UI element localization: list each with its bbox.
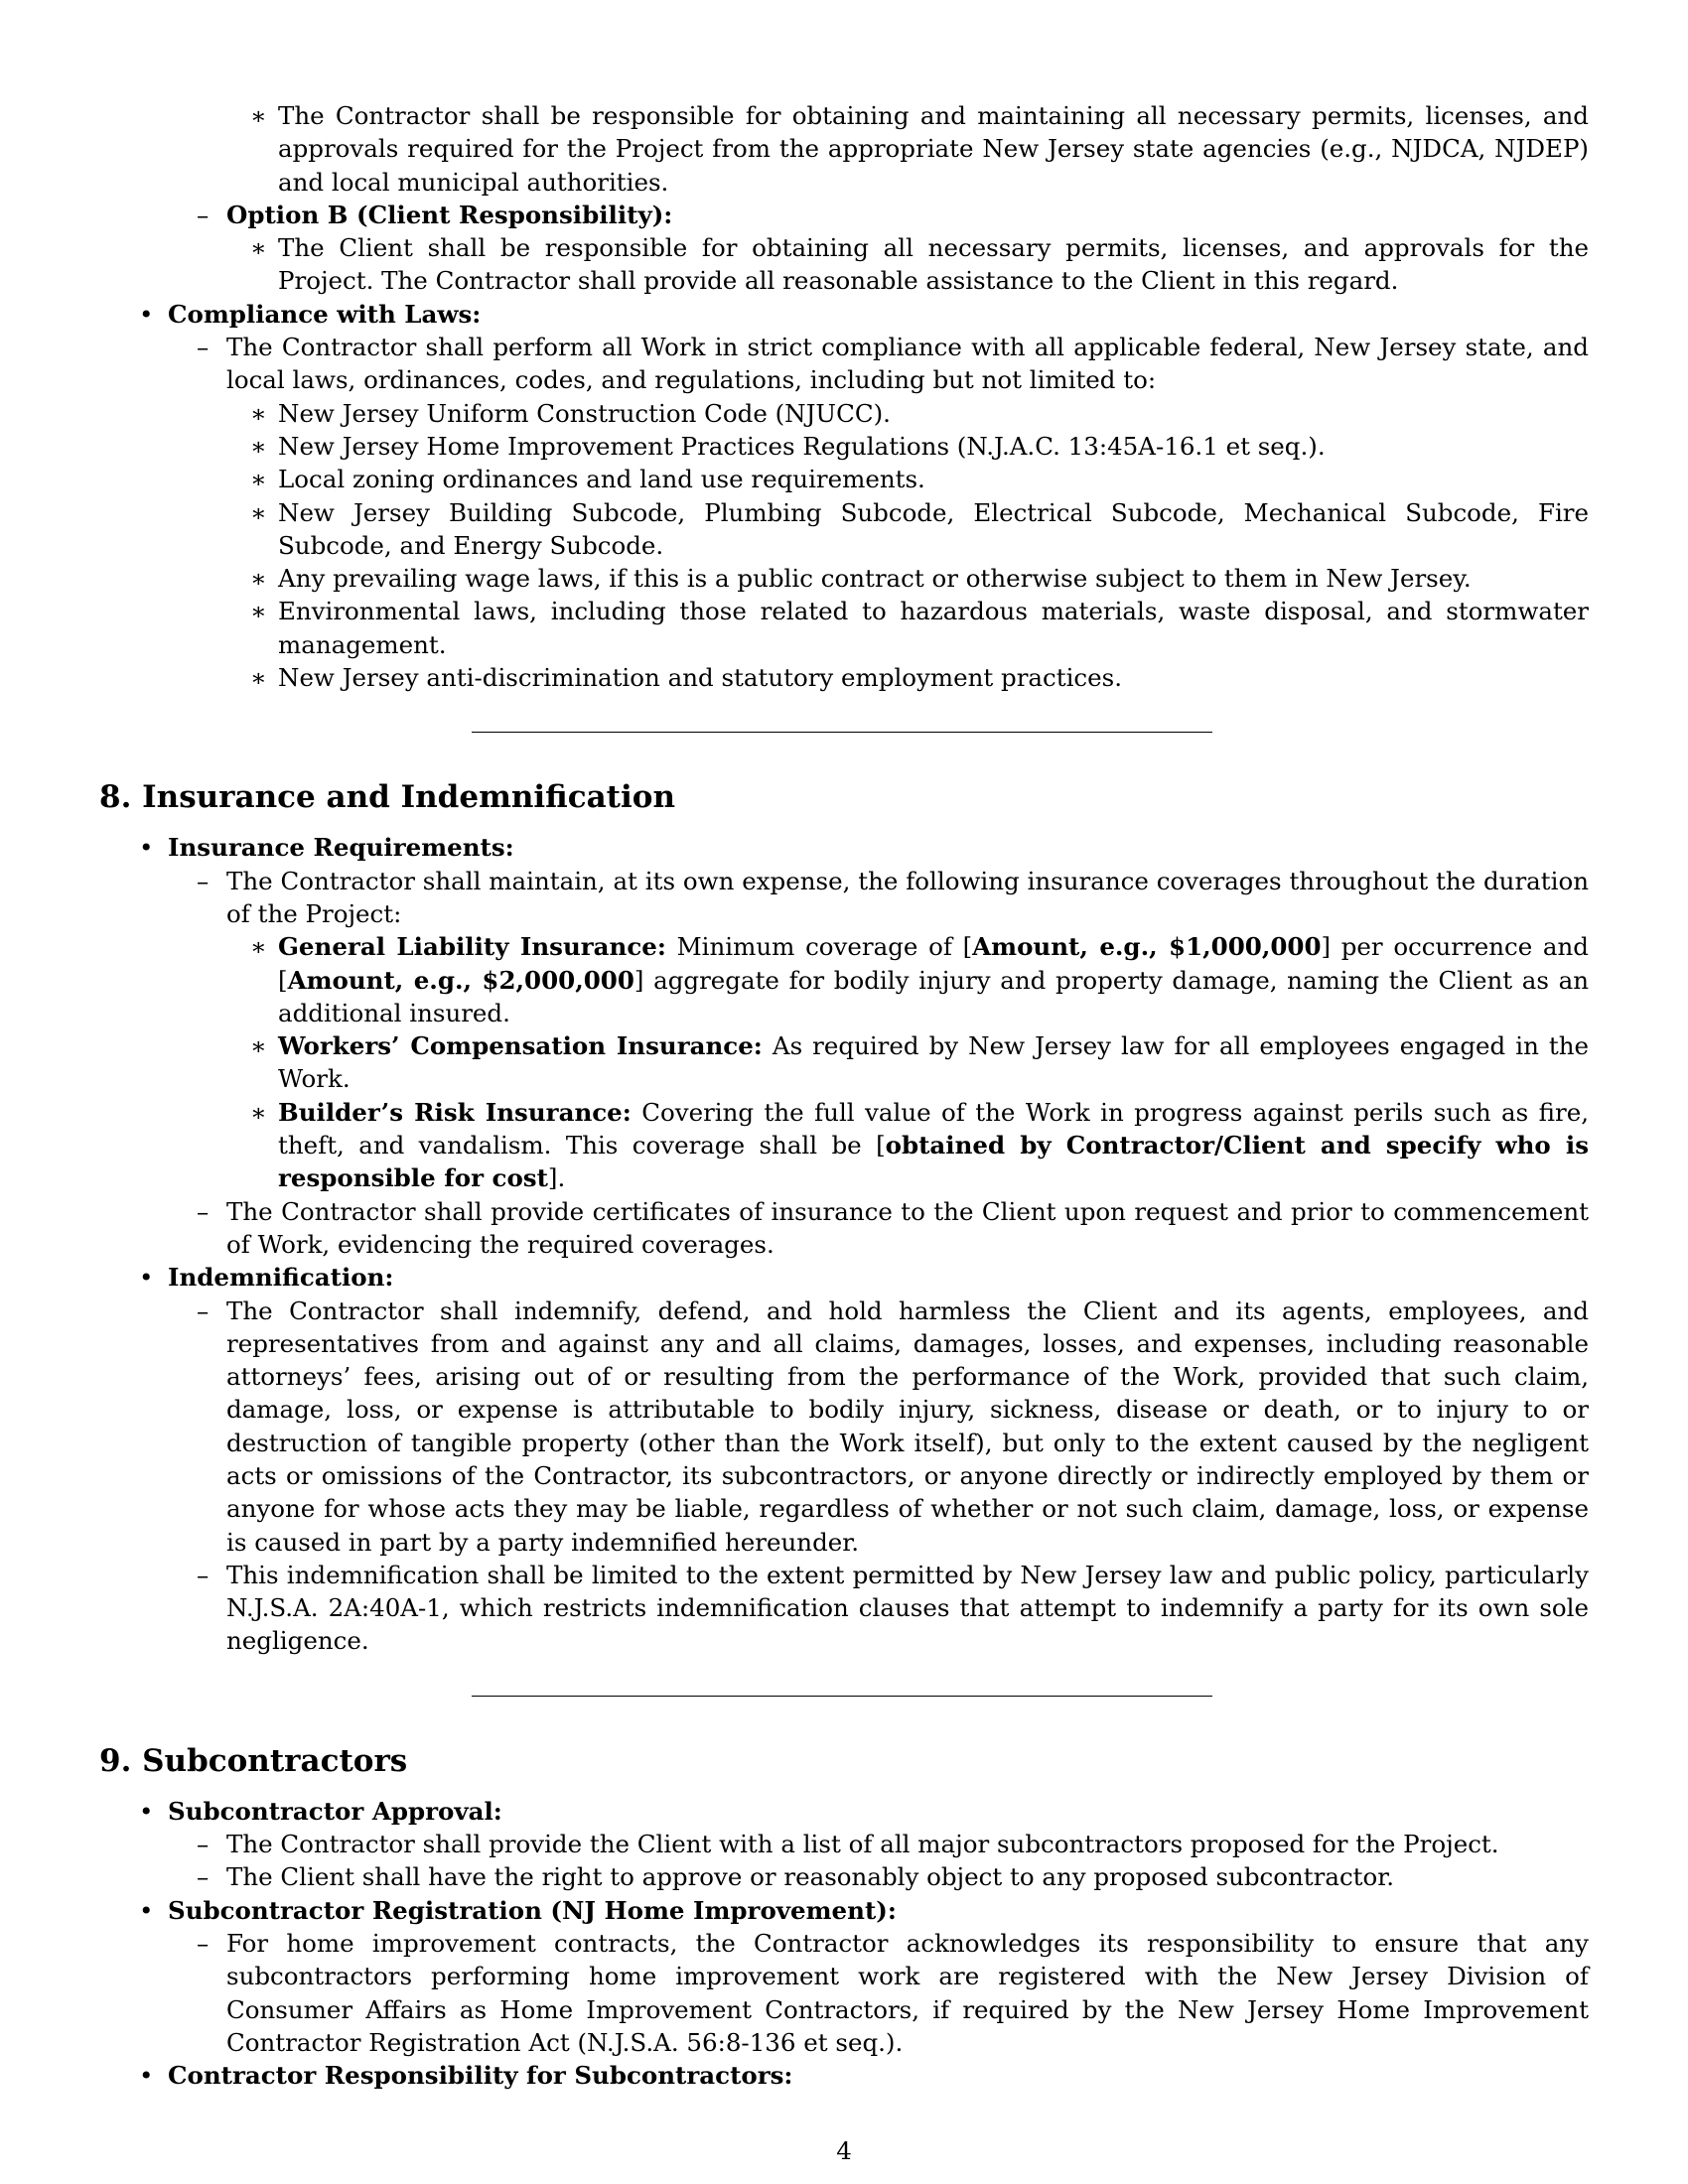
subcontractor-registration-heading: Subcontractor Registration (NJ Home Improvement): (168, 1895, 897, 1925)
text-run: Covering the full value of the Work in progress against perils such as fire, theft, and vandalism. This coverage shall be [ (278, 1097, 1589, 1160)
subcontractor-approval-heading: Subcontractor Approval: (168, 1796, 502, 1826)
contractor-responsibility-heading: Contractor Responsibility for Subcontractors: (168, 2061, 793, 2091)
list-item (99, 865, 1589, 1195)
section-divider (472, 1696, 1212, 1697)
indemnification-heading: Indemnification: (168, 1263, 394, 1293)
page-number: 4 (836, 2136, 852, 2165)
section-8-list (99, 831, 1589, 1657)
list-item (99, 831, 1589, 1261)
list-item (99, 2059, 1589, 2092)
section-9-title: 9. Subcontractors (99, 1742, 408, 1779)
law-item: ∗ New Jersey Home Improvement Practices Regulations (N.J.A.C. 13:45A-16.1 et seq.). (99, 430, 1589, 463)
law-item: ∗ New Jersey anti-discrimination and statutory employment practices. (99, 661, 1589, 694)
section-divider (472, 732, 1212, 733)
list-item (99, 1894, 1589, 2059)
law-item: ∗ New Jersey Building Subcode, Plumbing Subcode, Electrical Subcode, Mechanical Subcode, Fire Subcode, and Energy Subcode. (99, 496, 1589, 563)
insurance-intro: The Contractor shall maintain, at its own expense, the following insurance coverages throughout the duration of the Project: (226, 866, 1589, 928)
law-item: ∗ New Jersey Uniform Construction Code (NJUCC). (99, 397, 1589, 430)
gl-amount-occurrence: Amount, e.g., $1,000,000 (972, 932, 1322, 962)
indemnification-text: – The Contractor shall indemnify, defend, and hold harmless the Client and its agents, employees, and representatives from and against any and all claims, damages, losses, and expenses, including reasonable attorneys’ fees, arising out of or resulting from the performance of the Work, provided that such claim, damage, loss, or expense is attributable to bodily injury, sickness, disease or death, or to injury to or destruction of tangible property (other than the Work itself), but only to the extent caused by the negligent acts or omissions of the Contractor, its subcontractors, or anyone directly or indirectly employed by them or anyone for whose acts they may be liable, regardless of whether or not such claim, damage, loss, or expense is caused in part by a party indemnified hereunder. (99, 1295, 1589, 1559)
insurance-heading: Insurance Requirements: (168, 833, 514, 863)
registration-text: – For home improvement contracts, the Contractor acknowledges its responsibility to ensure that any subcontractors performing home improvement work are registered with the New Jersey Division of Consumer Affairs as Home Improvement Contractors, if required by the New Jersey Home Improvement Contractor Registration Act (N.J.S.A. 56:8-136 et seq.). (99, 1927, 1589, 2059)
text-run: Minimum coverage of [ (665, 932, 973, 962)
general-liability-item (99, 930, 1589, 1029)
workers-comp-item (99, 1029, 1589, 1096)
gl-amount-aggregate: Amount, e.g., $2,000,000 (287, 965, 634, 995)
indemnification-limit-text: – This indemnification shall be limited to the extent permitted by New Jersey law and public policy, particularly N.J.S.A. 2A:40A-1, which restricts indemnification clauses that attempt to indemnify a party for its own sole negligence. (99, 1559, 1589, 1658)
list-item (99, 1261, 1589, 1658)
text-run: ] aggregate for bodily injury and property damage, naming the Client as an additional insured. (278, 965, 1589, 1027)
builders-risk-placeholder: obtained by Contractor/Client and specify who is responsible for cost (278, 1131, 1589, 1193)
law-item: ∗ Any prevailing wage laws, if this is a public contract or otherwise subject to them in New Jersey. (99, 562, 1589, 595)
builders-risk-label: Builder’s Risk Insurance: (278, 1097, 632, 1127)
list-item (99, 199, 1589, 298)
list-item (99, 331, 1589, 694)
top-list (99, 99, 1589, 694)
workers-comp-label: Workers’ Compensation Insurance: (278, 1031, 763, 1061)
section-9-list (99, 1795, 1589, 2093)
compliance-intro: The Contractor shall perform all Work in strict compliance with all applicable federal, New Jersey state, and local laws, ordinances, codes, and regulations, including but not limited to: (226, 333, 1589, 395)
section-8-title: 8. Insurance and Indemnification (99, 779, 675, 816)
general-liability-label: General Liability Insurance: (278, 932, 666, 962)
approval-item: – The Contractor shall provide the Client with a list of all major subcontractors proposed for the Project. (99, 1828, 1589, 1860)
certificates-item: – The Contractor shall provide certificates of insurance to the Client upon request and prior to commencement of Work, evidencing the required coverages. (99, 1195, 1589, 1262)
text-run: ] per occurrence and [ (278, 932, 1589, 995)
compliance-heading: Compliance with Laws: (168, 299, 482, 329)
list-item (99, 1795, 1589, 1894)
law-item: ∗ Environmental laws, including those related to hazardous materials, waste disposal, and stormwater management. (99, 595, 1589, 661)
law-item: ∗ Local zoning ordinances and land use requirements. (99, 463, 1589, 495)
text-run: As required by New Jersey law for all employees engaged in the Work. (278, 1031, 1589, 1094)
list-item (99, 99, 1589, 298)
option-b-label: Option B (Client Responsibility): (226, 200, 673, 229)
permit-option-b-text: ∗ The Client shall be responsible for obtaining all necessary permits, licenses, and approvals for the Project. The Contractor shall provide all reasonable assistance to the Client in this regard. (99, 231, 1589, 298)
approval-item: – The Client shall have the right to approve or reasonably object to any proposed subcontractor. (99, 1860, 1589, 1893)
builders-risk-item (99, 1096, 1589, 1195)
page-content (99, 99, 1589, 2092)
permit-option-a-text: ∗ The Contractor shall be responsible for obtaining and maintaining all necessary permits, licenses, and approvals required for the Project from the appropriate New Jersey state agencies (e.g., NJDCA, NJDEP) and local municipal authorities. (99, 99, 1589, 199)
list-item (99, 298, 1589, 695)
text-run: ]. (547, 1163, 566, 1193)
